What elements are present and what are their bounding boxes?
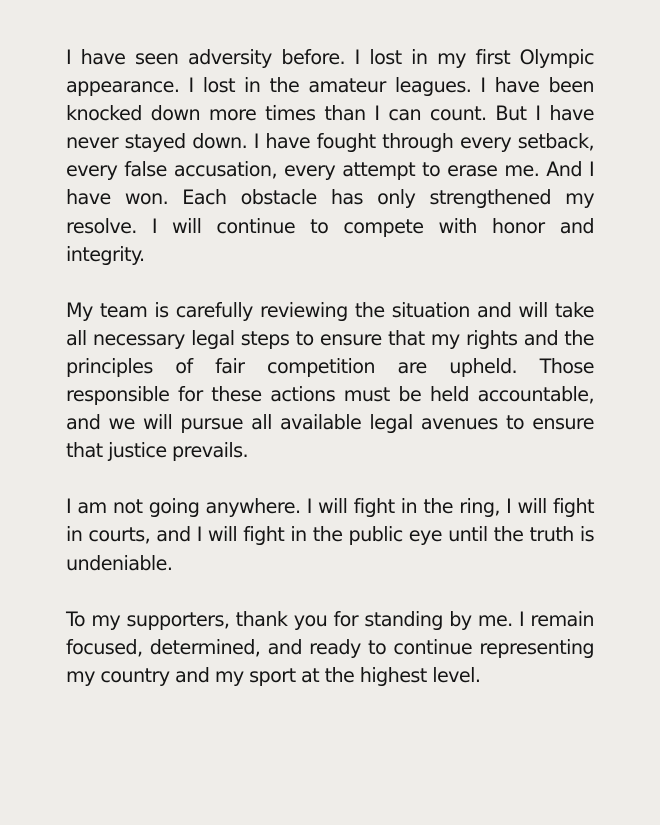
paragraph-adversity: I have seen adversity before. I lost in my first Olympic appearance. I lost in the amateur leagues. I have been knocked down more times than I can count. But I have never stayed down. I have fought through every setback, every false accusation, every attempt to erase me. And I have won. Each obstacle has only strengthened my resolve. I will continue to compete with honor and integrity.: [66, 46, 594, 266]
paragraph-legal-review: My team is carefully reviewing the situation and will take all necessary legal steps to ensure that my rights and the principles of fair competition are upheld. Those responsible for these actions must be held accountable, and we will pursue all available legal avenues to ensure that justice prevails.: [66, 298, 594, 463]
statement-text-block: [66, 44, 594, 690]
paragraph-supporters: To my supporters, thank you for standing by me. I remain focused, determined, and ready to continue representing my country and my sport at the highest level.: [66, 607, 594, 687]
paragraph-not-going-anywhere: I am not going anywhere. I will fight in the ring, I will fight in courts, and I will fight in the public eye until the truth is undeniable.: [66, 495, 594, 575]
